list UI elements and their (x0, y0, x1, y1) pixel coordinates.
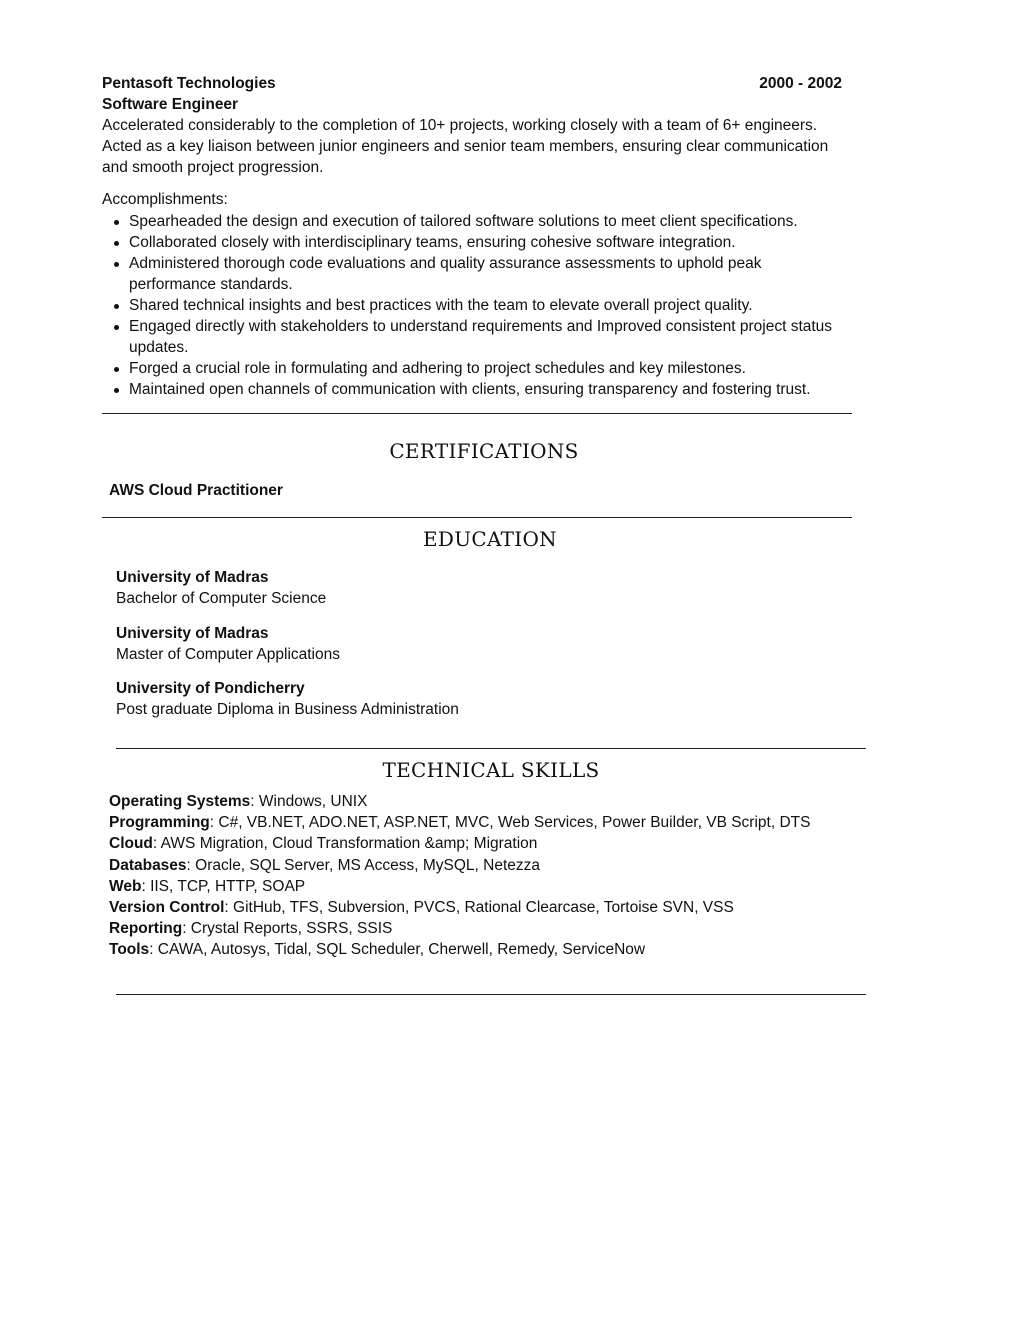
list-item: Shared technical insights and best practices with the team to elevate overall project quality. (129, 295, 847, 316)
skill-row (109, 833, 810, 854)
skill-value: : Oracle, SQL Server, MS Access, MySQL, Netezza (186, 856, 541, 874)
skill-label: Web (109, 877, 142, 895)
skill-row (109, 939, 810, 960)
education-heading: EDUCATION (423, 527, 557, 551)
education-entry (116, 623, 340, 665)
skill-value: : Crystal Reports, SSRS, SSIS (182, 920, 393, 938)
list-item: Forged a crucial role in formulating and adhering to project schedules and key milestones. (129, 358, 847, 379)
skill-label: Version Control (109, 898, 225, 916)
skill-value: : Windows, UNIX (250, 793, 368, 810)
job-description: Accelerated considerably to the completion of 10+ projects, working closely with a team of 6+ engineers. Acted as a key liaison between junior engineers and senior team members, ensuring clear communication and smooth project progression. (102, 117, 829, 176)
school-name: University of Madras (116, 625, 269, 642)
skill-value: : GitHub, TFS, Subversion, PVCS, Rational Clearcase, Tortoise SVN, VSS (224, 898, 734, 916)
school-name: University of Pondicherry (116, 680, 305, 697)
accomplishments-list (102, 211, 847, 400)
section-divider (102, 517, 852, 518)
section-divider (116, 748, 866, 749)
skills-list (109, 791, 810, 961)
skill-row (109, 897, 810, 918)
job-title: Software Engineer (102, 96, 239, 113)
certification-item: AWS Cloud Practitioner (109, 482, 283, 499)
skill-value: : IIS, TCP, HTTP, SOAP (141, 877, 306, 895)
skill-label: Reporting (109, 920, 183, 938)
job-company: Pentasoft Technologies (102, 75, 276, 92)
education-entry (116, 567, 326, 609)
job-header (102, 73, 842, 94)
skill-value: : CAWA, Autosys, Tidal, SQL Scheduler, Cherwell, Remedy, ServiceNow (149, 941, 646, 959)
skill-label: Cloud (109, 835, 153, 853)
skill-row (109, 791, 810, 812)
list-item: Administered thorough code evaluations and quality assurance assessments to uphold peak performance standards. (129, 253, 847, 295)
school-name: University of Madras (116, 569, 269, 586)
skill-label: Databases (109, 856, 187, 874)
skill-label: Programming (109, 814, 210, 832)
job-dates: 2000 - 2002 (759, 75, 842, 92)
list-item: Collaborated closely with interdisciplinary teams, ensuring cohesive software integration. (129, 232, 847, 253)
skill-label: Operating Systems (109, 793, 251, 810)
skill-row (109, 918, 810, 939)
skill-row (109, 855, 810, 876)
section-divider (116, 994, 866, 995)
list-item: Spearheaded the design and execution of tailored software solutions to meet client specifications. (129, 211, 847, 232)
degree-name: Master of Computer Applications (116, 646, 340, 663)
list-item: Maintained open channels of communication with clients, ensuring transparency and fostering trust. (129, 379, 847, 400)
accomplishments-label: Accomplishments: (102, 191, 228, 208)
skill-value: : C#, VB.NET, ADO.NET, ASP.NET, MVC, Web Services, Power Builder, VB Script, DTS (209, 814, 811, 832)
skill-label: Tools (109, 941, 150, 959)
section-divider (102, 413, 852, 414)
skill-row (109, 876, 810, 897)
skill-value: : AWS Migration, Cloud Transformation &amp; Migration (152, 835, 538, 853)
degree-name: Bachelor of Computer Science (116, 590, 327, 607)
certifications-heading: CERTIFICATIONS (389, 439, 579, 463)
degree-name: Post graduate Diploma in Business Administration (116, 701, 459, 718)
list-item: Engaged directly with stakeholders to understand requirements and Improved consistent project status updates. (129, 316, 847, 358)
education-entry (116, 678, 459, 720)
skills-heading: TECHNICAL SKILLS (382, 758, 600, 782)
skill-row (109, 812, 810, 833)
